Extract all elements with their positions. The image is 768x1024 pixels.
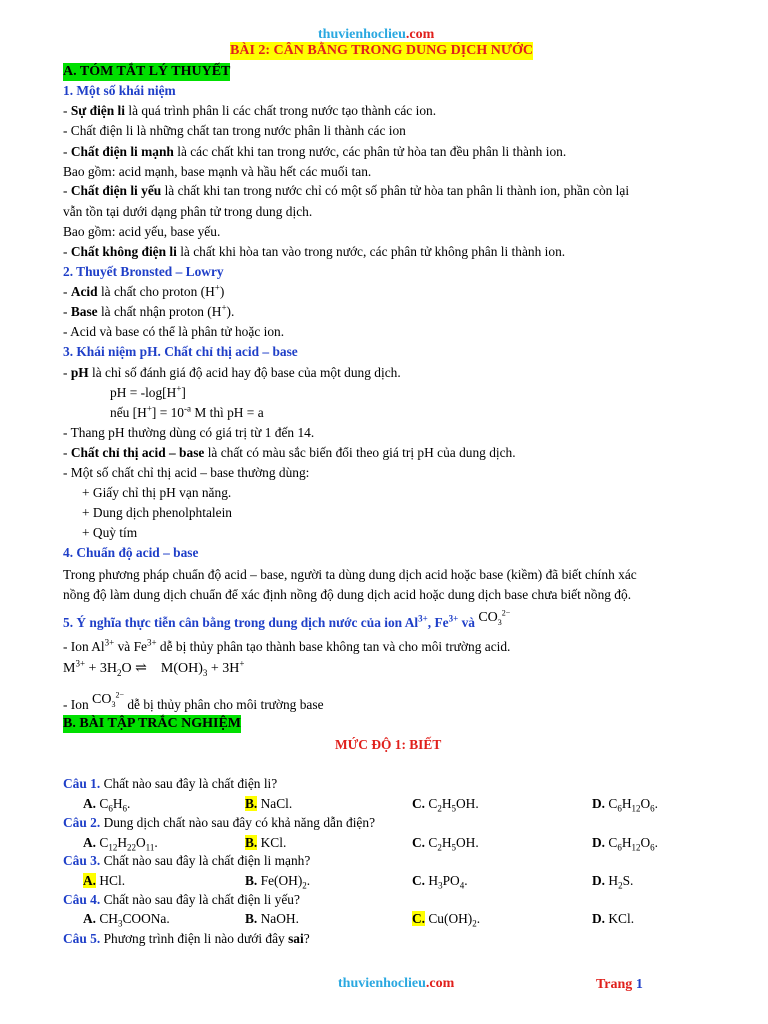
q2-option-c[interactable]: C. $C_2H_5OH$. bbox=[412, 835, 479, 853]
header-site-a: thuvienhoclieu bbox=[318, 27, 406, 42]
indicator-item: + Giấy chỉ thị pH vạn năng. bbox=[82, 485, 232, 500]
ph-formula-2: nếu $[H^+] = 10^{-a}$ M thì pH = a bbox=[110, 403, 264, 420]
s1-line4: Bao gồm: acid mạnh, base mạnh và hầu hết các muối tan. bbox=[63, 164, 372, 179]
footer-site-b: .com bbox=[425, 976, 455, 991]
q3-option-a[interactable]: A. HCl. bbox=[83, 873, 126, 888]
q4-option-c[interactable]: C. $Cu(OH)_2$. bbox=[412, 911, 481, 929]
s2-title: 2. Thuyết Bronsted – Lowry bbox=[63, 264, 224, 279]
s3-line1: - pH là chỉ số đánh giá độ acid hay độ base của một dung dịch. bbox=[63, 365, 401, 380]
s2-line1: - Acid là chất cho proton (H+) bbox=[63, 282, 225, 299]
question-4: Câu 4. Chất nào sau đây là chất điện li yếu? bbox=[63, 892, 300, 907]
question-3: Câu 3. Chất nào sau đây là chất điện li mạnh? bbox=[63, 853, 311, 868]
s4-line1: Trong phương pháp chuẩn độ acid – base, người ta dùng dung dịch acid hoặc base (kiềm) đã biết chính xác bbox=[63, 567, 637, 582]
q4-option-b[interactable]: B. NaOH. bbox=[245, 911, 299, 926]
q1-option-d[interactable]: D. $C_6H_{12}O_6$. bbox=[592, 796, 659, 814]
question-1: Câu 1. Chất nào sau đây là chất điện li? bbox=[63, 776, 278, 791]
q1-option-c[interactable]: C. $C_2H_5OH$. bbox=[412, 796, 479, 814]
page-number: Trang 1 bbox=[596, 977, 643, 992]
footer-site[interactable] bbox=[338, 976, 454, 992]
s1-line8: - Chất không điện li là chất khi hòa tan vào trong nước, các phân tử không phân li thành ion. bbox=[63, 244, 566, 259]
s1-line6: vẫn tồn tại dưới dạng phân tử trong dung dịch. bbox=[63, 204, 313, 219]
q3-option-d[interactable]: D. $H_2S$. bbox=[592, 873, 634, 891]
ph-formula: pH = -log[H+] bbox=[110, 383, 186, 400]
s4-line2: nồng độ làm dung dịch chuẩn để xác định nồng độ dung dịch acid hoặc dung dịch base chưa biết nồng độ. bbox=[63, 587, 632, 602]
q4-option-d[interactable]: D. KCl. bbox=[592, 911, 635, 926]
header-site[interactable] bbox=[318, 27, 434, 43]
s1-line5: - Chất điện li yếu là chất khi tan trong nước chỉ có một số phân tử hòa tan phân li thành ion, phần còn lại bbox=[63, 183, 630, 198]
s1-title: 1. Một số khái niệm bbox=[63, 83, 176, 98]
q4-option-a[interactable]: A. $CH_3COONa$. bbox=[83, 911, 170, 929]
s3-line3: - Chất chỉ thị acid – base là chất có màu sắc biến đổi theo giá trị pH của dung dịch. bbox=[63, 445, 516, 460]
level-heading: MỨC ĐỘ 1: BIẾT bbox=[335, 737, 442, 752]
s1-line7: Bao gồm: acid yếu, base yếu. bbox=[63, 224, 221, 239]
s3-title: 3. Khái niệm pH. Chất chỉ thị acid – base bbox=[63, 344, 298, 359]
section-b-heading: B. BÀI TẬP TRẮC NGHIỆM bbox=[63, 716, 242, 731]
q1-option-b[interactable]: B. NaCl. bbox=[245, 796, 293, 811]
q3-option-b[interactable]: B. $Fe(OH)_2$. bbox=[245, 873, 311, 891]
s5-line1: - Ion $Al^{3+}$ và $Fe^{3+}$ dễ bị thủy phân tạo thành base không tan và cho môi trường acid. bbox=[63, 637, 511, 654]
q2-option-b[interactable]: B. KCl. bbox=[245, 835, 287, 850]
s2-line3: - Acid và base có thể là phân tử hoặc ion. bbox=[63, 324, 285, 339]
q2-option-d[interactable]: D. $C_6H_{12}O_6$. bbox=[592, 835, 659, 853]
footer-site-a: thuvienhoclieu bbox=[338, 976, 426, 991]
header-site-b: .com bbox=[405, 27, 435, 42]
page-title: BÀI 2: CÂN BẰNG TRONG DUNG DỊCH NƯỚC bbox=[230, 43, 533, 58]
s5-title: 5. Ý nghĩa thực tiễn cân bằng trong dung dịch nước của ion $Al^{3+}$, $Fe^{3+}$ và $CO_3^{2-}$ bbox=[63, 608, 511, 630]
s4-title: 4. Chuẩn độ acid – base bbox=[63, 545, 199, 560]
question-2: Câu 2. Dung dịch chất nào sau đây có khả năng dẫn điện? bbox=[63, 815, 376, 830]
s3-line4: - Một số chất chỉ thị acid – base thường dùng: bbox=[63, 465, 310, 480]
q1-option-a[interactable]: A. $C_6H_6$. bbox=[83, 796, 131, 814]
s2-line2: - Base là chất nhận proton (H+). bbox=[63, 302, 235, 319]
s1-line2: - Chất điện li là những chất tan trong nước phân li thành các ion bbox=[63, 123, 406, 138]
s5-line2: - Ion $CO_3^{2-}$ dễ bị thủy phân cho môi trường base bbox=[63, 690, 324, 712]
section-a-heading: A. TÓM TẮT LÝ THUYẾT bbox=[63, 64, 231, 79]
q3-option-c[interactable]: C. $H_3PO_4$. bbox=[412, 873, 468, 891]
s1-line3: - Chất điện li mạnh là các chất khi tan trong nước, các phân tử hòa tan đều phân li thành ion. bbox=[63, 144, 567, 159]
q2-option-a[interactable]: A. $C_{12}H_{22}O_{11}$. bbox=[83, 835, 158, 853]
hydrolysis-equation: $M^{3+} + 3H_2O$ ⇌ $M(OH)_3 + 3H^+$ bbox=[63, 658, 245, 678]
s1-line1: - Sự điện li là quá trình phân li các chất trong nước tạo thành các ion. bbox=[63, 103, 437, 118]
question-5: Câu 5. Phương trình điện li nào dưới đây sai? bbox=[63, 931, 310, 946]
indicator-item: + Dung dịch phenolphtalein bbox=[82, 505, 232, 520]
s3-line2: - Thang pH thường dùng có giá trị từ 1 đến 14. bbox=[63, 425, 315, 440]
indicator-item: + Quỳ tím bbox=[82, 525, 138, 540]
